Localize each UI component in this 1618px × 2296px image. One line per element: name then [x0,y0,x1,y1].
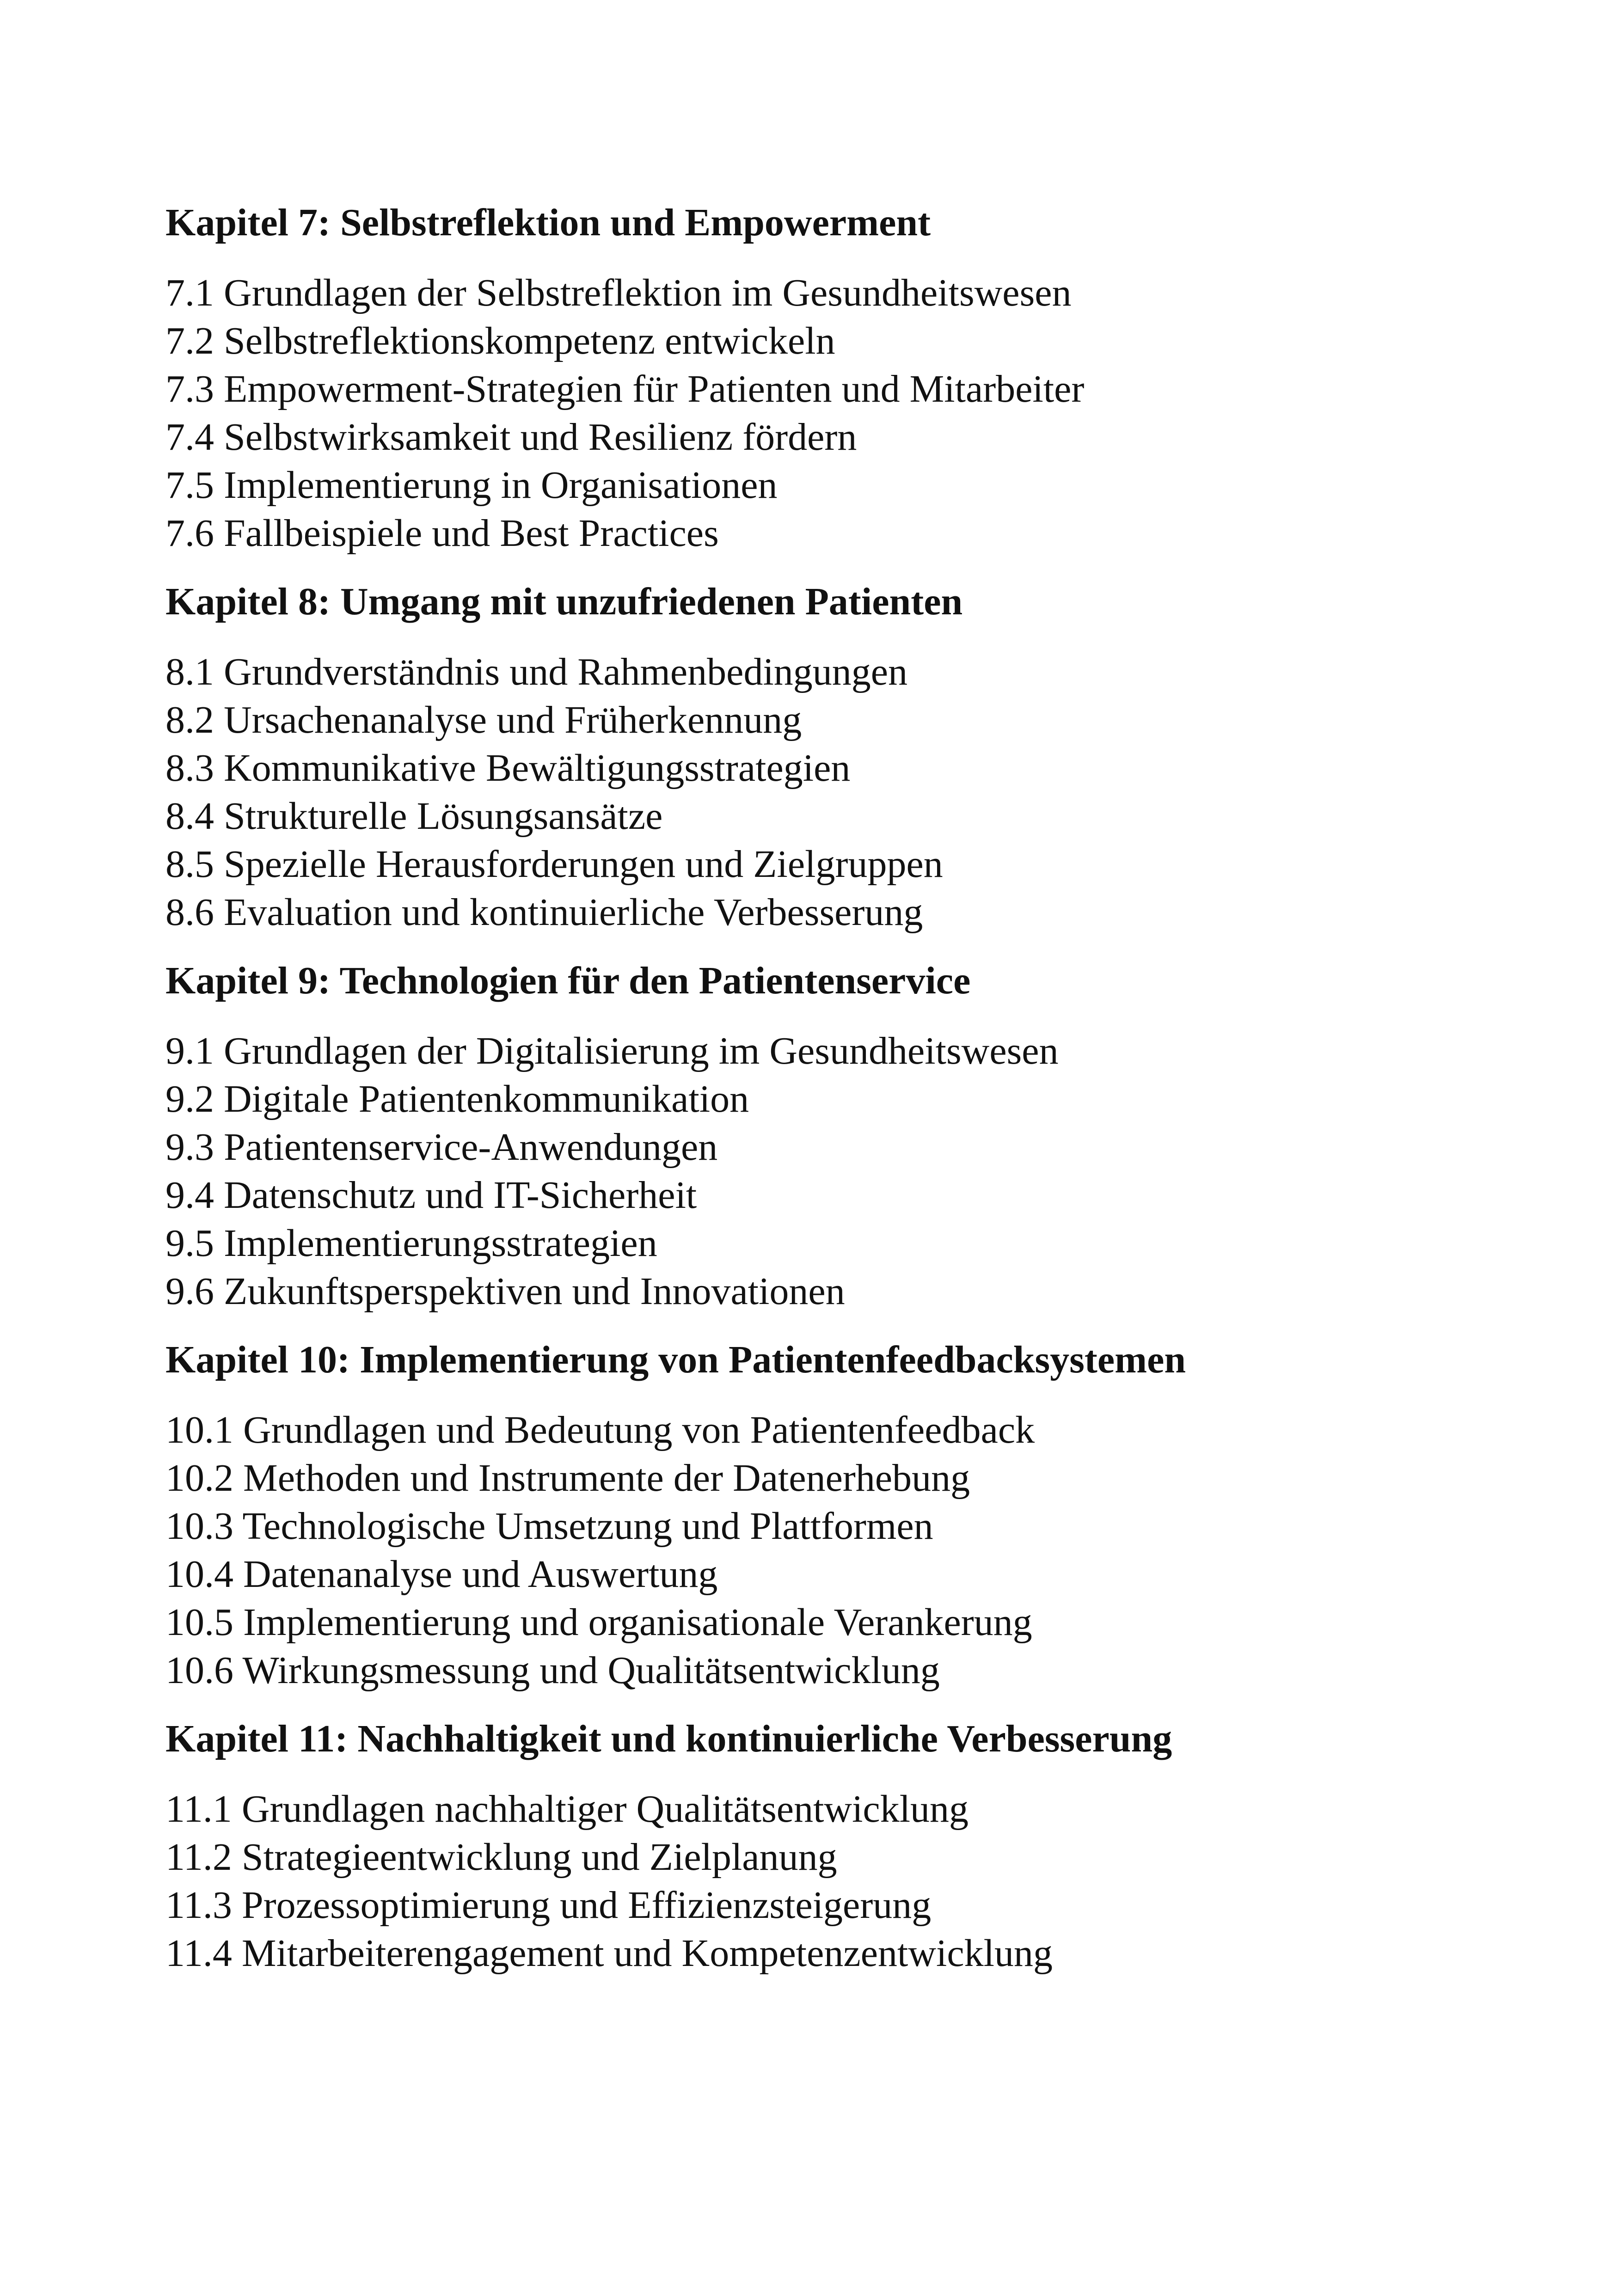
section-item: 11.2 Strategieentwicklung und Zielplanung [165,1836,837,1879]
section-list [165,1785,1552,1978]
section-item: 10.4 Datenanalyse und Auswertung [165,1553,718,1596]
section-item: 7.5 Implementierung in Organisationen [165,464,778,507]
chapter-11 [165,1715,1552,1978]
section-item: 11.3 Prozessoptimierung und Effizienzsteigerung [165,1884,932,1927]
section-item: 9.2 Digitale Patientenkommunikation [165,1078,749,1120]
section-item: 8.3 Kommunikative Bewältigungsstrategien [165,747,851,790]
section-item: 11.4 Mitarbeiterengagement und Kompetenzentwicklung [165,1932,1053,1975]
section-item: 10.6 Wirkungsmessung und Qualitätsentwicklung [165,1649,940,1692]
section-item: 10.1 Grundlagen und Bedeutung von Patientenfeedback [165,1408,1035,1451]
section-item: 9.4 Datenschutz und IT-Sicherheit [165,1174,697,1217]
chapter-10 [165,1336,1552,1695]
section-item: 10.3 Technologische Umsetzung und Plattformen [165,1505,933,1548]
chapter-heading: Kapitel 9: Technologien für den Patientenservice [165,959,971,1002]
chapter-7 [165,199,1552,557]
section-item: 7.4 Selbstwirksamkeit und Resilienz fördern [165,416,857,459]
section-item: 9.1 Grundlagen der Digitalisierung im Gesundheitswesen [165,1029,1059,1072]
chapter-heading: Kapitel 7: Selbstreflektion und Empowerment [165,201,931,244]
section-item: 10.5 Implementierung und organisationale Verankerung [165,1601,1032,1644]
section-item: 7.1 Grundlagen der Selbstreflektion im Gesundheitswesen [165,271,1072,314]
section-item: 9.6 Zukunftsperspektiven und Innovationen [165,1270,845,1313]
chapter-heading: Kapitel 10: Implementierung von Patientenfeedbacksystemen [165,1338,1186,1381]
chapter-heading: Kapitel 8: Umgang mit unzufriedenen Patienten [165,580,963,623]
section-item: 8.2 Ursachenanalyse und Früherkennung [165,698,802,741]
chapter-9 [165,957,1552,1316]
section-item: 10.2 Methoden und Instrumente der Datenerhebung [165,1457,970,1500]
table-of-contents [165,199,1552,1978]
section-list [165,269,1552,557]
section-list [165,648,1552,937]
section-item: 8.1 Grundverständnis und Rahmenbedingungen [165,650,908,693]
chapter-8 [165,578,1552,937]
chapter-heading: Kapitel 11: Nachhaltigkeit und kontinuierliche Verbesserung [165,1717,1172,1760]
section-item: 9.5 Implementierungsstrategien [165,1222,657,1265]
section-item: 9.3 Patientenservice-Anwendungen [165,1126,718,1169]
section-item: 8.4 Strukturelle Lösungsansätze [165,795,663,838]
section-list [165,1027,1552,1316]
section-item: 7.2 Selbstreflektionskompetenz entwickeln [165,319,835,362]
section-item: 7.3 Empowerment-Strategien für Patienten und Mitarbeiter [165,367,1085,410]
section-item: 7.6 Fallbeispiele und Best Practices [165,512,719,555]
section-item: 11.1 Grundlagen nachhaltiger Qualitätsentwicklung [165,1788,969,1831]
section-item: 8.6 Evaluation und kontinuierliche Verbesserung [165,891,923,934]
section-list [165,1406,1552,1695]
section-item: 8.5 Spezielle Herausforderungen und Zielgruppen [165,843,943,886]
